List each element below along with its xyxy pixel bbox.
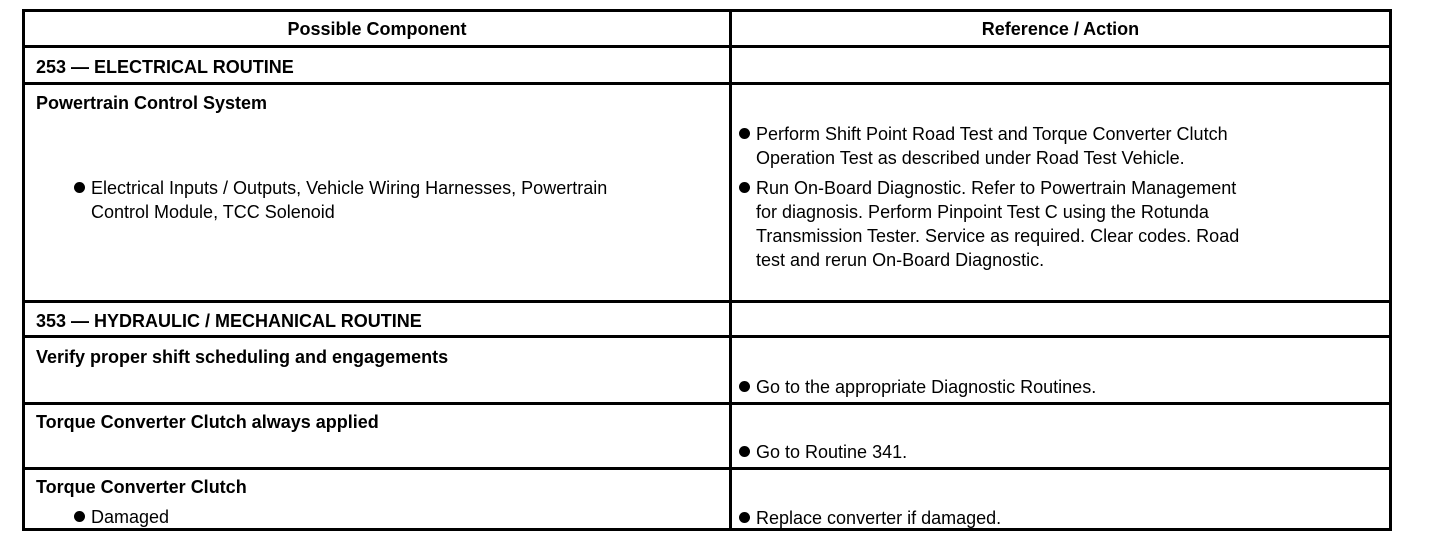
diagnostic-table: Possible Component Reference / Action 253 — ELECTRICAL ROUTINE Powertrain Control System Electrical Inputs / Outputs, Vehicle Wiring Harnesses, Powertrain Control Module, TCC Solenoid Perform Shift Point Road Test and Torque Converter Clutch Operation Test as described under Road Test Vehicle. Run On-Board Diagnostic. Refer to Powertrain Management for diagnosis. Perform Pinpoint Test C using the Rotunda Transmission Tester. Service as required. Clear codes. Road test and rerun On-Board Diagnostic. 353 — HYDRAULIC / MECHANICAL ROUTINE Verify proper shift scheduling and engagements Go to the appropriate Diagnostic Routines. Torque Converter Clutch always applied Go to Routine 341. Torque Converter Clutch Damaged Replace converter if damaged. [22, 9, 1392, 531]
bullet-icon [74, 182, 85, 193]
bullet-icon [739, 446, 750, 457]
row-divider [25, 300, 1389, 303]
bullet-icon [739, 182, 750, 193]
column-header-possible-component: Possible Component [287, 19, 467, 39]
row-divider [25, 467, 1389, 470]
bullet-icon [739, 512, 750, 523]
routine-253-title: 253 — ELECTRICAL ROUTINE [36, 57, 294, 77]
powertrain-control-system-title: Powertrain Control System [36, 93, 268, 113]
bullet-icon [739, 381, 750, 392]
bullet-icon [74, 511, 85, 522]
verify-shift-title: Verify proper shift scheduling and engagements [36, 347, 449, 367]
row-divider [25, 45, 1389, 48]
row-divider [25, 82, 1389, 85]
bullet-icon [739, 128, 750, 139]
column-divider [729, 12, 732, 528]
tcc-title: Torque Converter Clutch [36, 477, 247, 497]
column-header-reference-action: Reference / Action [981, 19, 1140, 39]
row-divider [25, 402, 1389, 405]
row-divider [25, 335, 1389, 338]
tcc-always-applied-title: Torque Converter Clutch always applied [36, 412, 379, 432]
routine-353-title: 353 — HYDRAULIC / MECHANICAL ROUTINE [36, 311, 422, 331]
